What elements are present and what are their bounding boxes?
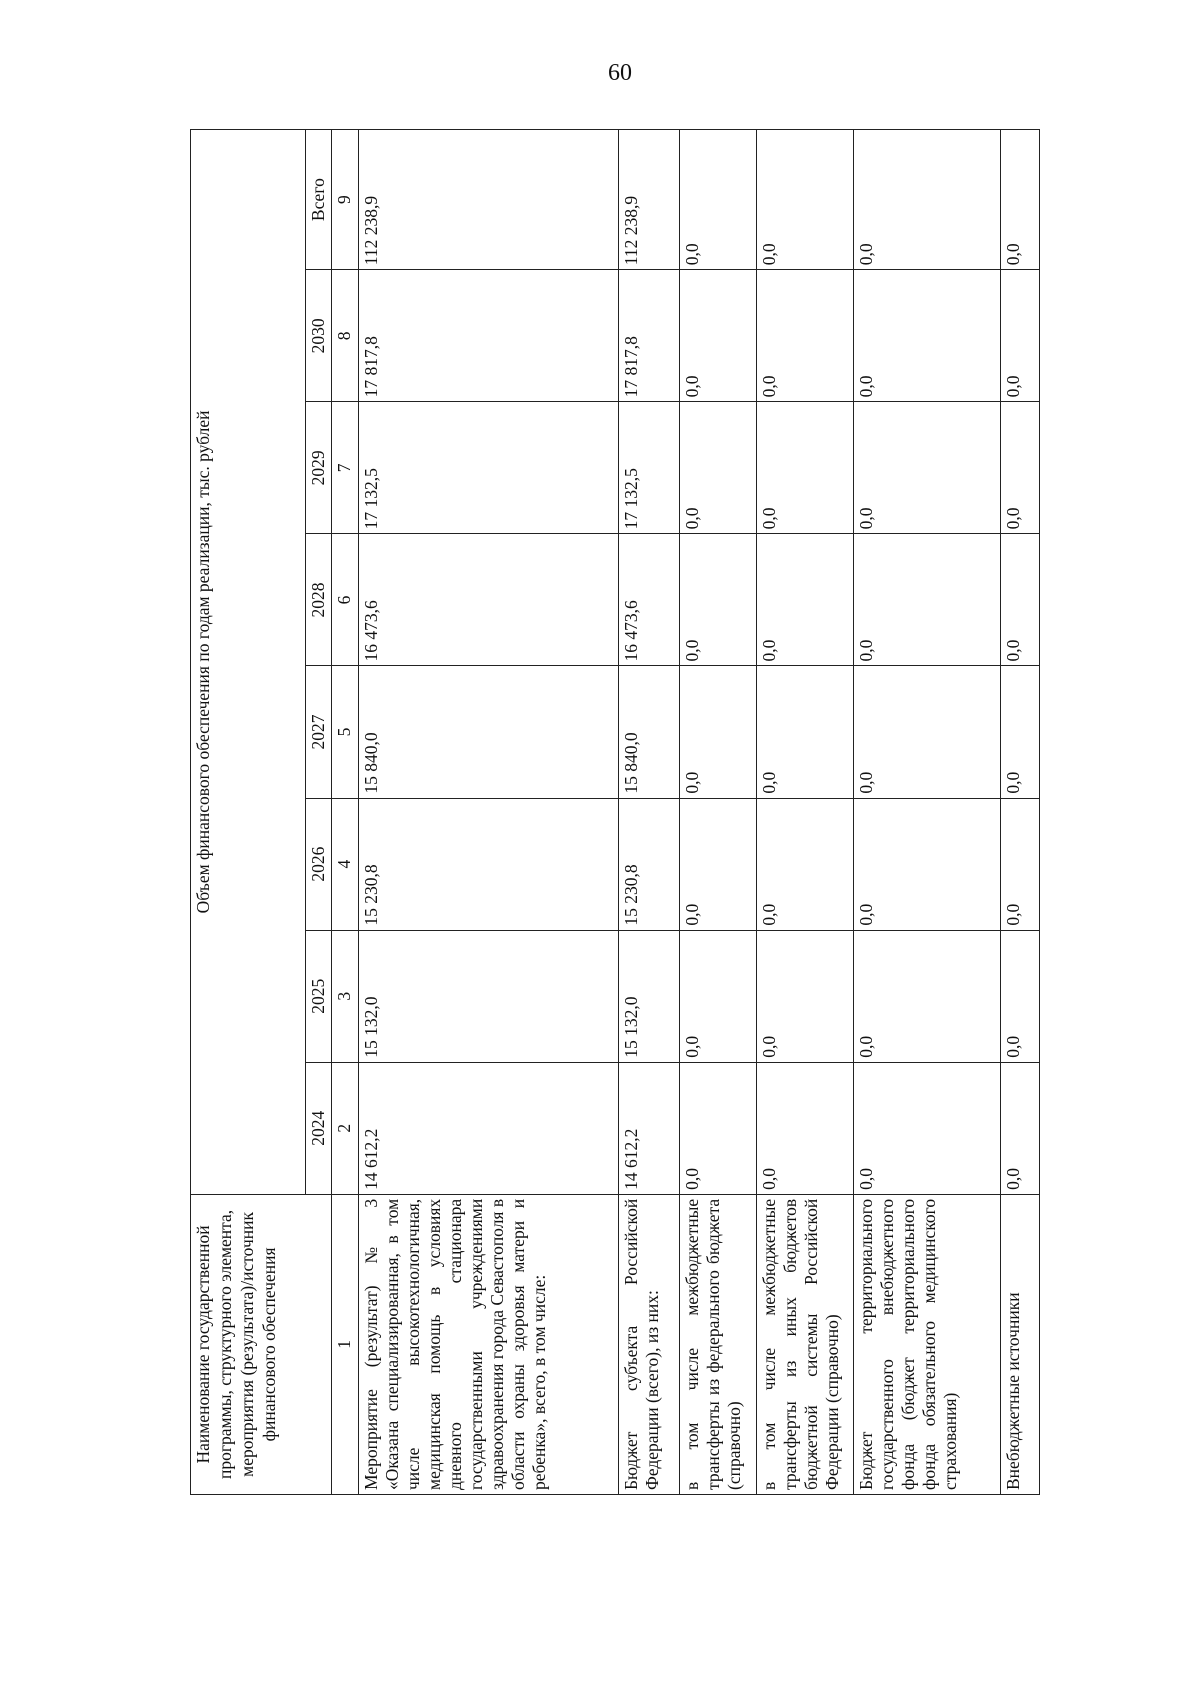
column-number: 8 [332,270,359,402]
column-number: 6 [332,534,359,666]
table-row [1001,130,1040,1495]
year-header: 2024 [306,1062,332,1194]
year-header: 2026 [306,798,332,930]
row-value: 0,0 [757,270,854,402]
row-value: 15 132,0 [359,930,619,1062]
row-value: 0,0 [854,666,1001,798]
row-value: 0,0 [757,666,854,798]
row-value: 0,0 [680,798,757,930]
column-number: 3 [332,930,359,1062]
year-header: 2025 [306,930,332,1062]
row-value: 16 473,6 [359,534,619,666]
row-value: 0,0 [854,930,1001,1062]
row-total: 0,0 [854,130,1001,270]
row-value: 0,0 [854,534,1001,666]
column-number: 1 [332,1194,359,1494]
row-value: 15 840,0 [619,666,680,798]
row-name: в том числе межбюджетные трансферты из федерального бюджета (справочно) [680,1194,757,1494]
row-value: 0,0 [1001,666,1040,798]
page-number: 60 [608,60,632,86]
row-value: 15 230,8 [359,798,619,930]
row-value: 0,0 [1001,1062,1040,1194]
row-value: 0,0 [1001,930,1040,1062]
row-value: 15 230,8 [619,798,680,930]
row-value: 0,0 [757,402,854,534]
row-total: 0,0 [757,130,854,270]
row-value: 0,0 [757,798,854,930]
row-value: 0,0 [1001,798,1040,930]
row-value: 17 132,5 [359,402,619,534]
year-header: 2028 [306,534,332,666]
row-value: 0,0 [854,798,1001,930]
row-value: 17 817,8 [619,270,680,402]
column-number: 4 [332,798,359,930]
row-value: 17 817,8 [359,270,619,402]
financing-table [190,129,1040,1495]
row-value: 16 473,6 [619,534,680,666]
financing-volume-header: Объем финансового обеспечения по годам реализации, тыс. рублей [191,130,306,1195]
row-total: 0,0 [1001,130,1040,270]
table-row [757,130,854,1495]
row-value: 0,0 [854,1062,1001,1194]
row-value: 17 132,5 [619,402,680,534]
row-value: 0,0 [757,534,854,666]
table-row [359,130,619,1495]
row-total: 112 238,9 [619,130,680,270]
row-name: в том числе межбюджетные трансферты из иных бюджетов бюджетной системы Российской Федерации (справочно) [757,1194,854,1494]
row-name: Бюджет субъекта Российской Федерации (всего), из них: [619,1194,680,1494]
row-value: 14 612,2 [359,1062,619,1194]
row-total: 112 238,9 [359,130,619,270]
column-number: 9 [332,130,359,270]
row-value: 14 612,2 [619,1062,680,1194]
row-value: 0,0 [757,1062,854,1194]
rotated-table-wrapper [190,129,1050,1495]
column-number: 5 [332,666,359,798]
row-value: 15 132,0 [619,930,680,1062]
table-row [680,130,757,1495]
row-value: 0,0 [680,666,757,798]
row-value: 0,0 [680,930,757,1062]
row-value: 15 840,0 [359,666,619,798]
column-number: 7 [332,402,359,534]
row-value: 0,0 [680,1062,757,1194]
row-name: Бюджет территориального государственного внебюджетного фонда (бюджет территориального фонда обязательного медицинского страхования) [854,1194,1001,1494]
table-row [854,130,1001,1495]
row-value: 0,0 [854,402,1001,534]
column-number: 2 [332,1062,359,1194]
row-name: Мероприятие (результат) № 3 «Оказана специализированная, в том числе высокотехнологичная, медицинская помощь в условиях дневного стационара государственными учреждениями здравоохранения города Севастополя в области охраны здоровья матери и ребенка», всего, в том числе: [359,1194,619,1494]
row-value: 0,0 [680,402,757,534]
row-value: 0,0 [1001,402,1040,534]
row-value: 0,0 [854,270,1001,402]
row-value: 0,0 [757,930,854,1062]
row-value: 0,0 [680,270,757,402]
row-name: Внебюджетные источники [1001,1194,1040,1494]
row-value: 0,0 [680,534,757,666]
table-row [619,130,680,1495]
row-value: 0,0 [1001,534,1040,666]
row-value: 0,0 [1001,270,1040,402]
row-total: 0,0 [680,130,757,270]
name-column-header: Наименование государственной программы, структурного элемента, мероприятия (результата)/источник финансового обеспечения [191,1194,332,1494]
total-header: Всего [306,130,332,270]
year-header: 2029 [306,402,332,534]
year-header: 2027 [306,666,332,798]
year-header: 2030 [306,270,332,402]
